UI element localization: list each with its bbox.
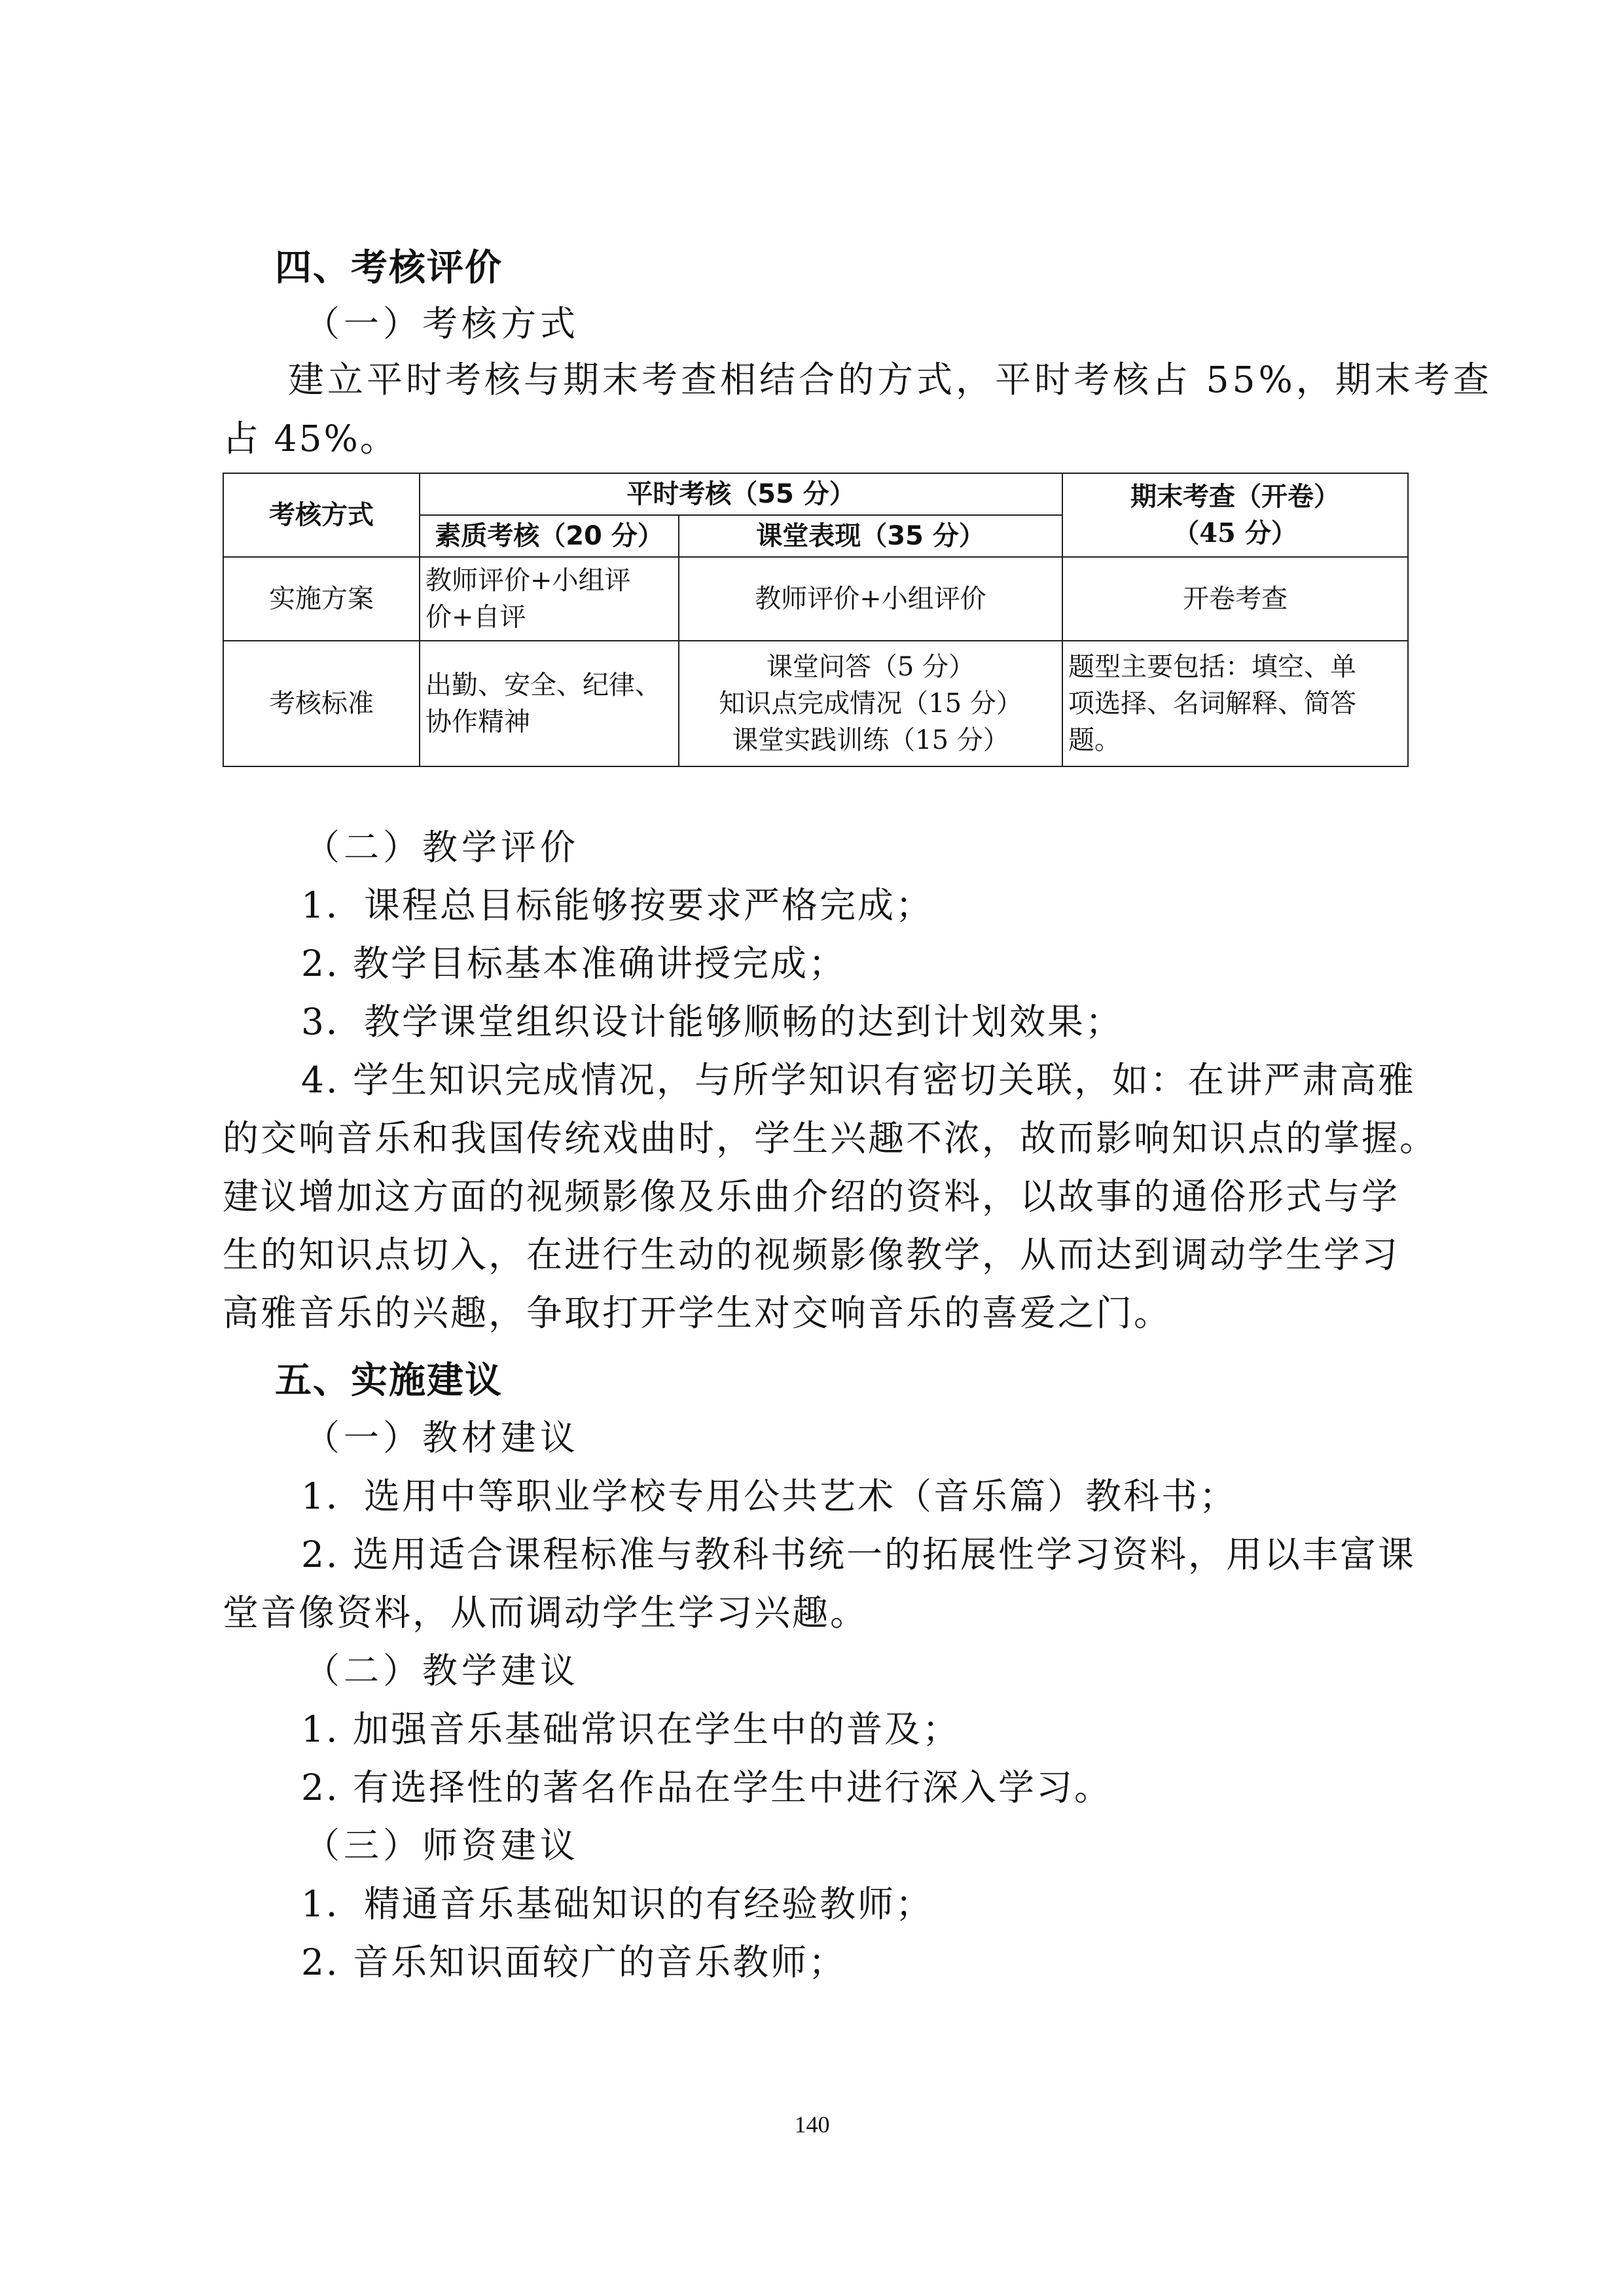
teaching-suggestion-item-1: 1. 加强音乐基础常识在学生中的普及；: [301, 1708, 960, 1750]
table-row: [223, 641, 1408, 766]
assessment-method-subheading: （一）考核方式: [304, 303, 579, 344]
section-4-heading: 四、考核评价: [275, 247, 503, 289]
header-final-line-2: （45 分）: [1173, 518, 1297, 548]
teaching-suggestion-subheading: （二）教学建议: [304, 1650, 579, 1691]
textbook-item-2-line-1: 2. 选用适合课程标准与教科书统一的拓展性学习资料，用以丰富课: [301, 1534, 1416, 1575]
faculty-item-2: 2. 音乐知识面较广的音乐教师；: [301, 1941, 846, 1983]
header-regular-assessment: 平时考核（55 分）: [420, 473, 1062, 515]
cell-line: 项选择、名词解释、简答: [1068, 689, 1356, 719]
cell-line: 课堂实践训练（15 分）: [732, 725, 1009, 755]
textbook-subheading: （一）教材建议: [304, 1417, 579, 1458]
cell-line: 教师评价+小组评: [425, 565, 631, 596]
cell-line: 知识点完成情况（15 分）: [719, 689, 1022, 719]
implementation-final-cell: 开卷考查: [1062, 557, 1408, 641]
teaching-eval-item-1: 1．课程总目标能够按要求严格完成；: [301, 884, 933, 926]
implementation-quality-cell: [420, 557, 679, 641]
teaching-eval-item-4-line-1: 4. 学生知识完成情况，与所学知识有密切关联，如：在讲严肃高雅: [301, 1059, 1416, 1101]
table-row: [223, 557, 1408, 641]
row-label-implementation: 实施方案: [223, 557, 420, 641]
teaching-eval-item-4-line-2: 的交响音乐和我国传统戏曲时，学生兴趣不浓，故而影响知识点的掌握。: [223, 1117, 1438, 1159]
teaching-suggestion-item-2: 2. 有选择性的著名作品在学生中进行深入学习。: [301, 1767, 1112, 1808]
header-classroom: 课堂表现（35 分）: [679, 515, 1062, 557]
header-method: 考核方式: [223, 473, 420, 557]
textbook-item-2-line-2: 堂音像资料，从而调动学生学习兴趣。: [223, 1592, 869, 1634]
textbook-item-1: 1．选用中等职业学校专用公共艺术（音乐篇）教科书；: [301, 1475, 1237, 1517]
faculty-subheading: （三）师资建议: [304, 1825, 579, 1866]
cell-line: 题。: [1068, 725, 1121, 755]
cell-line: 题型主要包括：填空、单: [1068, 652, 1356, 682]
teaching-eval-item-4-line-3: 建议增加这方面的视频影像及乐曲介绍的资料，以故事的通俗形式与学: [223, 1175, 1400, 1217]
header-final-exam: [1062, 473, 1408, 557]
assessment-paragraph-line-2: 占 45%。: [223, 418, 398, 459]
page-number: 140: [794, 2111, 830, 2138]
teaching-eval-item-4-line-5: 高雅音乐的兴趣，争取打开学生对交响音乐的喜爱之门。: [223, 1292, 1172, 1334]
standard-final-cell: [1062, 641, 1408, 766]
cell-line: 课堂问答（5 分）: [766, 652, 975, 682]
cell-line: 出勤、安全、纪律、: [425, 670, 661, 700]
assessment-table: [223, 473, 1409, 767]
section-5-heading: 五、实施建议: [275, 1359, 503, 1402]
cell-line: 价+自评: [425, 602, 526, 632]
standard-classroom-cell: [679, 641, 1062, 766]
teaching-evaluation-subheading: （二）教学评价: [304, 827, 579, 868]
teaching-eval-item-3: 3．教学课堂组织设计能够顺畅的达到计划效果；: [301, 1001, 1123, 1043]
standard-quality-cell: [420, 641, 679, 766]
faculty-item-1: 1．精通音乐基础知识的有经验教师；: [301, 1883, 933, 1925]
assessment-paragraph-line-1: 建立平时考核与期末考查相结合的方式，平时考核占 55%，期末考查: [288, 359, 1492, 401]
teaching-eval-item-4-line-4: 生的知识点切入，在进行生动的视频影像教学，从而达到调动学生学习: [223, 1234, 1400, 1276]
header-final-line-1: 期末考查（开卷）: [1130, 482, 1340, 512]
row-label-standard: 考核标准: [223, 641, 420, 766]
header-quality: 素质考核（20 分）: [420, 515, 679, 557]
cell-line: 协作精神: [425, 707, 530, 737]
implementation-classroom-cell: 教师评价+小组评价: [679, 557, 1062, 641]
teaching-eval-item-2: 2. 教学目标基本准确讲授完成；: [301, 942, 846, 984]
